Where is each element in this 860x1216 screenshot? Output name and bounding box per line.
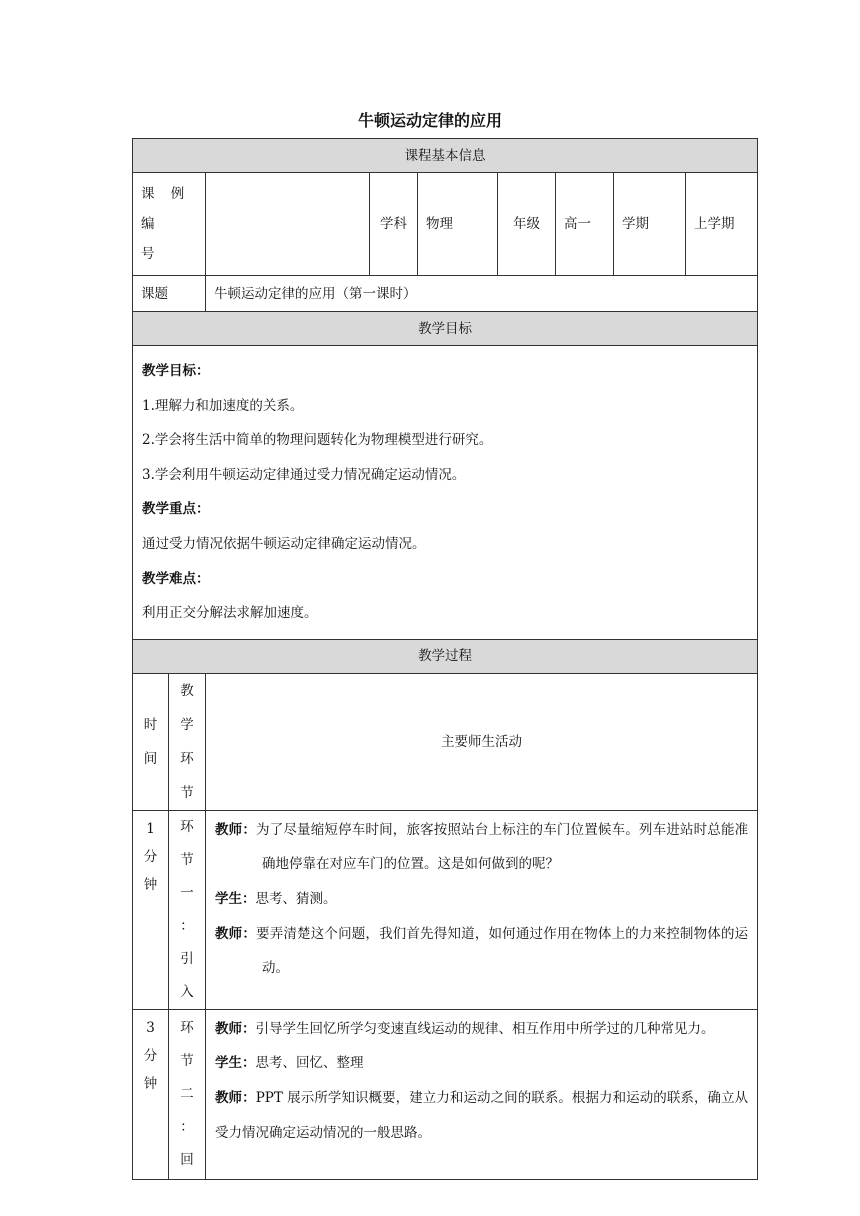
grade-label: 年级 [498,173,556,276]
row1-stage-char: 引 [180,950,194,967]
key-point-text: 通过受力情况依据牛顿运动定律确定运动情况。 [142,535,426,552]
case-id-label [133,173,206,276]
grade-value: 高一 [556,173,614,276]
row2-time [133,1009,169,1179]
row1-stage-char: 环 [180,818,194,835]
row1-stage-char: ： [180,917,194,934]
row1-stage [169,810,206,1009]
row2-stage-char: 二 [180,1085,194,1102]
speaker-label: 学生： [215,890,256,907]
row2-stage-char: 环 [180,1019,194,1036]
dialogue-line [215,1046,748,1081]
col-header-time [133,673,169,810]
section-process: 教学过程 [133,639,758,673]
dialogue-text: 要弄清楚这个问题，我们首先得知道，如何通过作用在物体上的力来控制物体的运动。 [256,925,749,977]
col-header-time-char: 间 [143,750,158,767]
difficulty-text: 利用正交分解法求解加速度。 [142,605,318,622]
case-id-value [206,173,370,276]
objectives-block [133,346,758,640]
lesson-plan-table [132,138,758,1180]
goal-item: 3.学会利用牛顿运动定律通过受力情况确定运动情况。 [142,466,466,483]
goal-heading: 教学目标： [142,363,210,379]
row2-activity [206,1009,758,1179]
speaker-label: 教师： [215,925,257,942]
row2-time-char: 分 [143,1047,158,1064]
row1-time-char: 钟 [143,876,158,893]
speaker-label: 教师： [215,1020,256,1037]
dialogue-line [215,1081,748,1150]
dialogue-text: 思考、回忆、整理 [255,1055,364,1072]
row1-stage-char: 入 [180,983,194,1000]
col-header-stage [169,673,206,810]
col-header-activity: 主要师生活动 [206,673,758,810]
term-value: 上学期 [686,173,758,276]
col-header-stage-char: 环 [180,750,194,767]
subject-value: 物理 [418,173,498,276]
row1-stage-char: 节 [180,851,194,868]
row1-time-char: 分 [143,848,158,865]
row1-time [133,810,169,1009]
row1-time-char: 1 [146,820,155,837]
col-header-time-char: 时 [143,716,158,733]
dialogue-text: PPT 展示所学知识概要，建立力和运动之间的联系。根据力和运动的联系，确立从受力情况确定运动情况的一般思路。 [215,1089,749,1141]
difficulty-heading: 教学难点： [142,570,210,587]
row1-stage-char: 一 [180,884,194,901]
topic-value: 牛顿运动定律的应用（第一课时） [206,276,758,312]
row2-time-char: 钟 [143,1075,158,1092]
row2-stage-char: ： [180,1118,194,1135]
dialogue-line [215,1012,748,1047]
col-header-stage-char: 节 [180,784,194,801]
key-point-heading: 教学重点： [142,501,210,518]
term-label: 学期 [614,173,686,276]
subject-label: 学科 [370,173,418,276]
row1-activity [206,810,758,1009]
row2-stage-char: 节 [180,1052,194,1069]
col-header-stage-char: 教 [180,682,194,699]
page-title: 牛顿运动定律的应用 [357,111,502,130]
speaker-label: 学生： [215,1055,256,1072]
dialogue-line [215,813,748,882]
dialogue-text: 引导学生回忆所学匀变速直线运动的规律、相互作用中所学过的几种常见力。 [255,1020,715,1037]
section-basic-info: 课程基本信息 [133,139,758,173]
dialogue-line [215,882,748,917]
speaker-label: 教师： [215,821,257,838]
goal-item: 1.理解力和加速度的关系。 [142,397,304,414]
dialogue-text: 为了尽量缩短停车时间，旅客按照站台上标注的车门位置候车。列车进站时总能准确地停靠在对应车门的位置。这是如何做到的呢？ [256,821,749,873]
case-id-label-line1: 课 例 编 [141,186,191,232]
col-header-stage-char: 学 [180,716,194,733]
goal-item: 2.学会将生活中简单的物理问题转化为物理模型进行研究。 [142,432,493,449]
row2-time-char: 3 [146,1019,155,1036]
topic-label: 课题 [133,276,206,312]
row2-stage [169,1009,206,1179]
speaker-label: 教师： [215,1089,256,1106]
dialogue-text: 思考、猜测。 [255,890,337,907]
section-objectives: 教学目标 [133,312,758,346]
case-id-label-line2: 号 [141,246,155,262]
row2-stage-char: 回 [180,1151,194,1168]
dialogue-line [215,917,748,986]
